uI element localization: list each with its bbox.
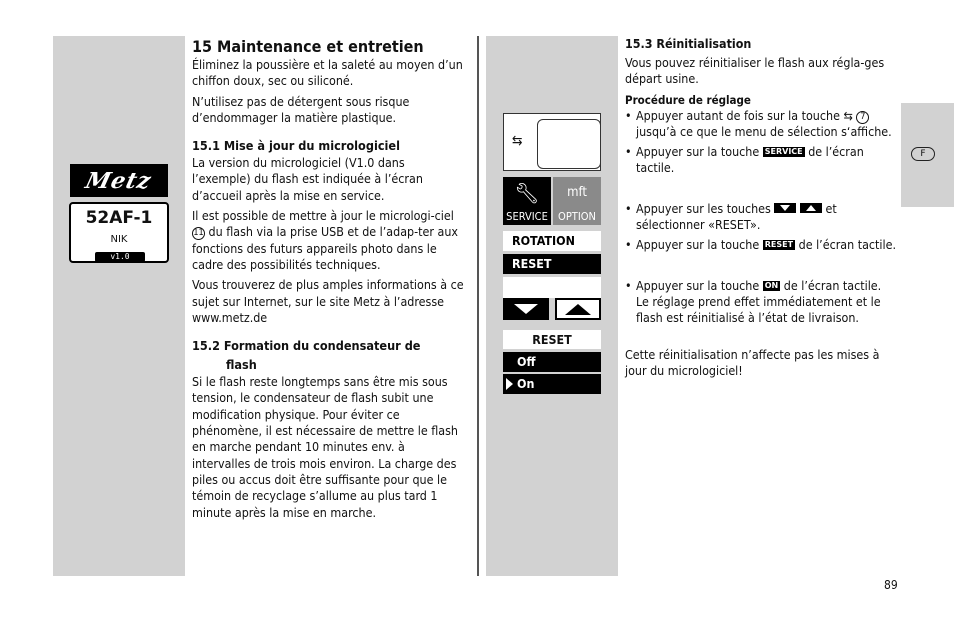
reset-key-icon: RESET bbox=[764, 240, 794, 250]
firmware-note: Cette réinitialisation n’affecte pas les mises à jour du micrologiciel! bbox=[625, 346, 880, 378]
device-model: 52AF-1 bbox=[85, 208, 153, 228]
column-divider bbox=[477, 36, 479, 576]
reset-option-off[interactable] bbox=[503, 352, 601, 372]
reset-option-on-label: On bbox=[517, 376, 535, 391]
service-label: SERVICE bbox=[506, 210, 548, 223]
intro-paragraph-2: N’utilisez pas de détergent sous risque d’endommager la matière plastique. bbox=[192, 93, 410, 125]
down-key-icon bbox=[774, 203, 796, 213]
arrow-up-icon bbox=[565, 304, 591, 315]
step-5-text-c: Le réglage prend effet immédiatement et le flash est réinitialisé à l’état de livraison. bbox=[636, 293, 881, 326]
capacitor-heading-line-2: flash bbox=[226, 357, 257, 373]
scroll-down-button[interactable] bbox=[503, 298, 549, 320]
left-text-column bbox=[192, 37, 464, 525]
procedure-heading: Procédure de réglage bbox=[625, 92, 751, 107]
step-2 bbox=[625, 144, 900, 177]
step-3 bbox=[625, 201, 900, 234]
firmware-paragraph-2 bbox=[192, 208, 464, 273]
firmware-p2-part-a: Il est possible de mettre à jour le micrologi-ciel bbox=[192, 208, 454, 224]
step-4 bbox=[625, 237, 900, 253]
firmware-paragraph-1: La version du micrologiciel (V1.0 dans l’exemple) du flash est indiquée à l’écran d’accueil après la mise en service. bbox=[192, 155, 423, 203]
step-1-ref-number: 7 bbox=[856, 111, 869, 124]
on-key-icon: ON bbox=[764, 280, 779, 290]
reset-heading: 15.3 Réinitialisation bbox=[625, 36, 752, 51]
screen-inner-frame bbox=[537, 119, 601, 169]
metz-logo-text: Metz bbox=[83, 167, 155, 194]
service-button[interactable] bbox=[503, 177, 551, 225]
reset-intro: Vous pouvez réinitialiser le flash aux régla-ges départ usine. bbox=[625, 55, 885, 87]
mode-key-icon: ⇆ bbox=[843, 107, 853, 123]
service-key-icon: SERVICE bbox=[764, 147, 803, 157]
firmware-heading: 15.1 Mise à jour du micrologiciel bbox=[192, 138, 400, 154]
flash-screen-illustration bbox=[503, 113, 601, 171]
right-text-column bbox=[625, 36, 900, 383]
selection-pointer-icon bbox=[506, 378, 513, 390]
option-label: OPTION bbox=[558, 210, 596, 223]
step-1-text-a: Appuyer autant de fois sur la touche bbox=[636, 107, 840, 123]
step-3-text-b: sélectionner «RESET». bbox=[636, 217, 761, 233]
step-5-text-a: Appuyer sur la touche bbox=[636, 277, 760, 293]
usb-ref-number: 11 bbox=[193, 228, 204, 239]
capacitor-paragraph: Si le flash reste longtemps sans être mis sous tension, le condensateur de flash subit une modification physique. Pour éviter ce phénomène, il est nécessaire de mettre le flash en marche pendant 10 minutes env. à intervalles de trois mois environ. La charge des piles ou accus doit être suffisante pour que le témoin de recyclage s’allume au plus tard 1 minute après la mise en marche. bbox=[192, 374, 458, 520]
firmware-p2-part-b: du flash via la prise USB et de l’adap-ter aux fonctions des futurs appareils photo dans le cadre des possibilités techniques. bbox=[192, 224, 458, 272]
procedure-steps bbox=[625, 108, 900, 327]
up-key-icon bbox=[800, 203, 822, 213]
firmware-paragraph-3: Vous trouverez de plus amples informations à ce sujet sur Internet, sur le site Metz à l’adresse www.metz.de bbox=[192, 277, 464, 325]
step-4-text-a: Appuyer sur la touche bbox=[636, 237, 760, 253]
firmware-version: v1.0 bbox=[95, 252, 145, 262]
step-3-text-mid: et bbox=[825, 200, 837, 216]
reset-option-on[interactable] bbox=[503, 374, 601, 394]
step-5 bbox=[625, 278, 900, 327]
step-2-text-a: Appuyer sur la touche bbox=[636, 144, 760, 160]
menu-empty-slot bbox=[503, 277, 601, 298]
step-3-text-a: Appuyer sur les touches bbox=[636, 200, 771, 216]
language-badge: F bbox=[911, 147, 935, 161]
scroll-up-button[interactable] bbox=[555, 298, 601, 320]
step-5-text-b: de l’écran tactile. bbox=[783, 277, 882, 293]
option-button[interactable] bbox=[553, 177, 601, 225]
wrench-icon: 🔧︎ bbox=[514, 181, 540, 205]
metz-logo bbox=[70, 164, 168, 197]
menu-item-rotation[interactable]: ROTATION bbox=[503, 231, 601, 251]
intro-paragraph-1: Éliminez la poussière et la saleté au moyen d’un chiffon doux, sec ou siliconé. bbox=[192, 57, 463, 89]
step-4-text-b: de l’écran tactile. bbox=[798, 237, 897, 253]
menu-item-reset[interactable]: RESET bbox=[503, 254, 601, 274]
step-1-text-b: jusqu’à ce que le menu de sélection s‘affiche. bbox=[636, 123, 892, 139]
reset-option-off-label: Off bbox=[517, 354, 536, 369]
arrow-down-icon bbox=[514, 304, 538, 314]
left-margin-band bbox=[53, 36, 185, 576]
page-number: 89 bbox=[884, 578, 898, 592]
mft-icon: mft bbox=[567, 185, 587, 200]
capacitor-heading bbox=[192, 336, 464, 374]
section-title: 15 Maintenance et entretien bbox=[192, 37, 424, 56]
capacitor-heading-line-1: 15.2 Formation du condensateur de bbox=[192, 338, 421, 354]
device-start-screen bbox=[69, 202, 169, 263]
flash-head-icon: ⇆ bbox=[512, 133, 523, 149]
device-brand: NIK bbox=[110, 234, 128, 245]
step-2-text-b: de l’écran tactile. bbox=[636, 144, 864, 176]
step-1 bbox=[625, 108, 900, 141]
reset-dialog-title: RESET bbox=[503, 330, 601, 349]
